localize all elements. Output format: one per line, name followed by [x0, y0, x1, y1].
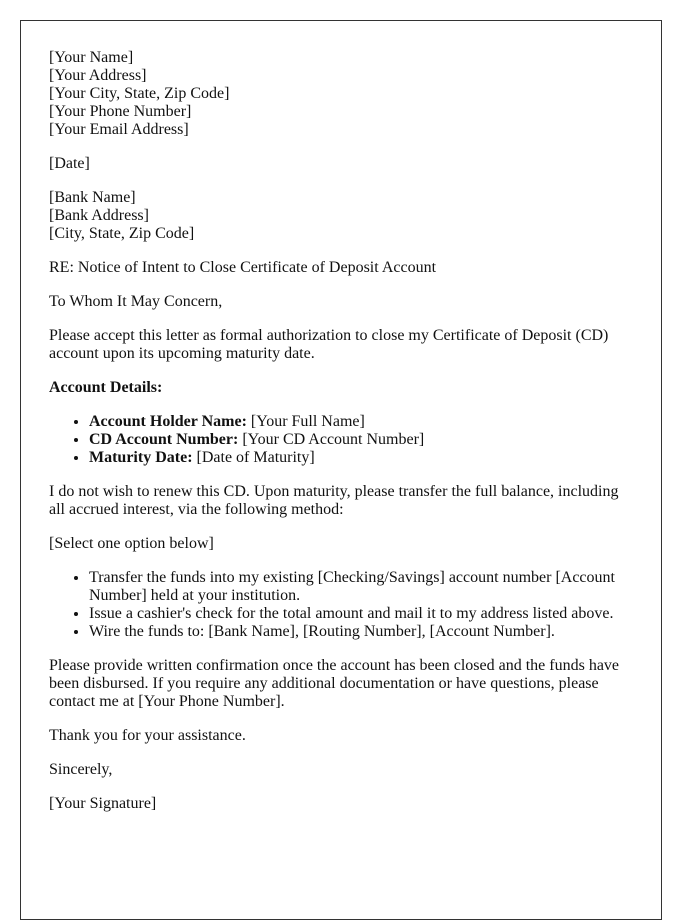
transfer-option: • Transfer the funds into my existing [Checking/Savings] account number [Account Number] held at your institution.: [89, 569, 633, 605]
account-detail-label: Account Holder Name:: [89, 413, 247, 430]
account-detail-label: CD Account Number:: [89, 431, 239, 448]
closing-line: Sincerely,: [49, 761, 113, 778]
account-detail-value: [Date of Maturity]: [192, 449, 315, 466]
sender-city-state-zip: [Your City, State, Zip Code]: [49, 85, 230, 102]
confirmation-paragraph: Please provide written confirmation once the account has been closed and the funds have been disbursed. If you require any additional documentation or have questions, please contact me at [Your Phone Number].: [49, 657, 620, 710]
recipient-bank-address: [Bank Address]: [49, 207, 149, 224]
account-details-heading: Account Details:: [49, 379, 163, 396]
sender-email: [Your Email Address]: [49, 121, 189, 138]
transfer-option: • Issue a cashier's check for the total amount and mail it to my address listed above.: [89, 605, 633, 623]
account-detail-value: [Your CD Account Number]: [238, 431, 425, 448]
letter-date: [Date]: [49, 155, 90, 172]
recipient-bank-name: [Bank Name]: [49, 189, 136, 206]
select-instruction: [Select one option below]: [49, 535, 214, 552]
account-detail-label: Maturity Date:: [89, 449, 193, 466]
account-detail-item: [89, 413, 633, 431]
account-detail-value: [Your Full Name]: [246, 413, 365, 430]
account-detail-item: [89, 449, 633, 467]
account-details-list: [49, 413, 633, 467]
transfer-paragraph: I do not wish to renew this CD. Upon maturity, please transfer the full balance, including all accrued interest, via the following method:: [49, 483, 619, 518]
recipient-address-block: [49, 189, 633, 243]
sender-phone: [Your Phone Number]: [49, 103, 192, 120]
page-viewport: [20, 20, 662, 812]
subject-line: RE: Notice of Intent to Close Certificate of Deposit Account: [49, 259, 437, 276]
recipient-city-state-zip: [City, State, Zip Code]: [49, 225, 195, 242]
sender-name: [Your Name]: [49, 49, 134, 66]
account-detail-item: [89, 431, 633, 449]
salutation: To Whom It May Concern,: [49, 293, 223, 310]
signature-line: [Your Signature]: [49, 795, 157, 812]
transfer-option: • Wire the funds to: [Bank Name], [Routing Number], [Account Number].: [89, 623, 633, 641]
sender-address-block: [49, 49, 633, 139]
intro-paragraph: Please accept this letter as formal authorization to close my Certificate of Deposit (CD) account upon its upcoming maturity date.: [49, 327, 609, 362]
thanks-line: Thank you for your assistance.: [49, 727, 246, 744]
sender-address: [Your Address]: [49, 67, 147, 84]
transfer-options-list: [49, 569, 633, 641]
letter-page: [20, 20, 662, 920]
